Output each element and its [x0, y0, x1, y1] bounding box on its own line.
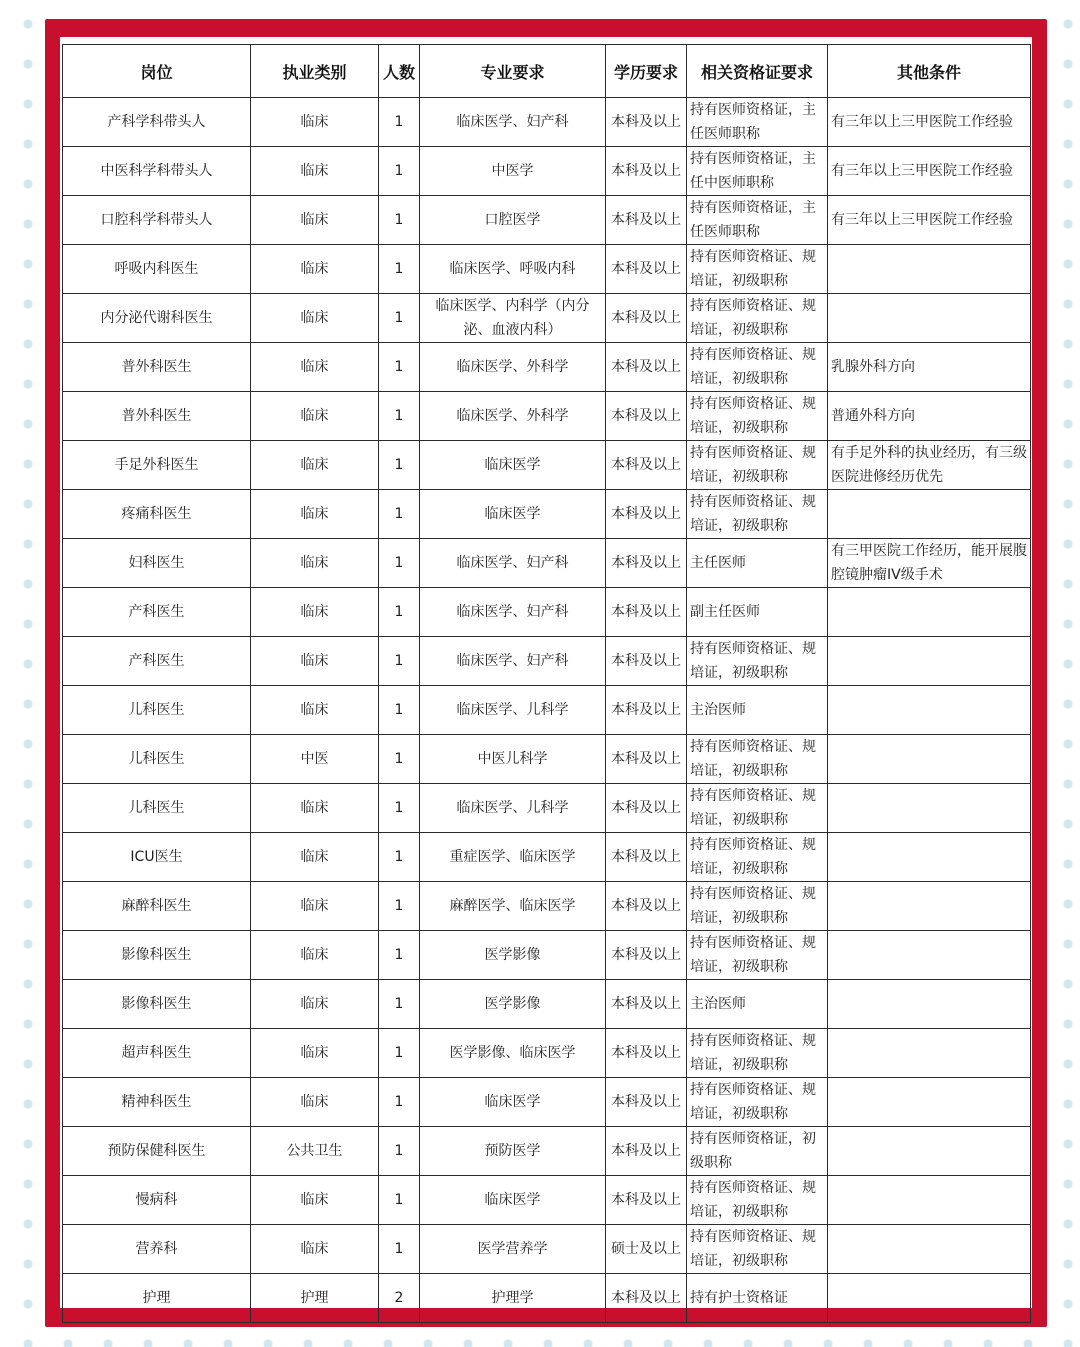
cell-education: 本科及以上: [606, 833, 687, 882]
cell-qualification: 持有医师资格证、规培证，初级职称: [687, 294, 828, 343]
cell-education: 本科及以上: [606, 1078, 687, 1127]
cell-major: 医学影像: [420, 980, 606, 1029]
cell-count: 1: [379, 784, 420, 833]
cell-other: [828, 1274, 1031, 1323]
cell-post: 手足外科医生: [63, 441, 251, 490]
cell-count: 1: [379, 539, 420, 588]
cell-major: 临床医学、呼吸内科: [420, 245, 606, 294]
cell-qualification: 主治医师: [687, 686, 828, 735]
cell-qualification: 持有医师资格证、规培证，初级职称: [687, 735, 828, 784]
cell-category: 临床: [251, 245, 379, 294]
cell-qualification: 副主任医师: [687, 588, 828, 637]
cell-count: 1: [379, 147, 420, 196]
table-row: [63, 294, 1031, 343]
cell-category: 中医: [251, 735, 379, 784]
cell-post: 影像科医生: [63, 980, 251, 1029]
cell-other: [828, 833, 1031, 882]
cell-qualification: 持有医师资格证、规培证，初级职称: [687, 1176, 828, 1225]
cell-count: 1: [379, 686, 420, 735]
table-row: [63, 1176, 1031, 1225]
cell-education: 本科及以上: [606, 784, 687, 833]
cell-category: 临床: [251, 294, 379, 343]
cell-post: 营养科: [63, 1225, 251, 1274]
cell-major: 临床医学: [420, 1078, 606, 1127]
cell-education: 本科及以上: [606, 1127, 687, 1176]
cell-category: 临床: [251, 392, 379, 441]
cell-post: 呼吸内科医生: [63, 245, 251, 294]
cell-other: [828, 1127, 1031, 1176]
cell-other: 有三年以上三甲医院工作经验: [828, 196, 1031, 245]
cell-category: 临床: [251, 882, 379, 931]
cell-major: 临床医学: [420, 1176, 606, 1225]
cell-qualification: 持有医师资格证、规培证，初级职称: [687, 245, 828, 294]
red-border-frame: [45, 19, 1047, 1327]
cell-category: 临床: [251, 147, 379, 196]
cell-count: 1: [379, 1176, 420, 1225]
cell-major: 临床医学、妇产科: [420, 539, 606, 588]
cell-count: 1: [379, 637, 420, 686]
cell-education: 本科及以上: [606, 441, 687, 490]
cell-education: 本科及以上: [606, 490, 687, 539]
cell-major: 临床医学: [420, 490, 606, 539]
cell-category: 临床: [251, 637, 379, 686]
cell-major: 中医儿科学: [420, 735, 606, 784]
cell-post: 普外科医生: [63, 392, 251, 441]
header-row: [63, 45, 1031, 98]
cell-education: 本科及以上: [606, 1029, 687, 1078]
cell-qualification: 持有医师资格证、规培证，初级职称: [687, 490, 828, 539]
recruitment-table: [62, 44, 1031, 1323]
table-row: [63, 245, 1031, 294]
cell-qualification: 持有医师资格证，主任医师职称: [687, 196, 828, 245]
cell-qualification: 主治医师: [687, 980, 828, 1029]
cell-education: 本科及以上: [606, 588, 687, 637]
table-row: [63, 882, 1031, 931]
cell-post: 儿科医生: [63, 686, 251, 735]
cell-category: 临床: [251, 1029, 379, 1078]
cell-post: 精神科医生: [63, 1078, 251, 1127]
cell-count: 1: [379, 833, 420, 882]
cell-post: 儿科医生: [63, 735, 251, 784]
table-body: [63, 98, 1031, 1323]
cell-category: 临床: [251, 588, 379, 637]
table-row: [63, 1029, 1031, 1078]
cell-education: 硕士及以上: [606, 1225, 687, 1274]
cell-category: 临床: [251, 686, 379, 735]
header-count: 人数: [379, 45, 420, 98]
cell-major: 临床医学: [420, 441, 606, 490]
cell-major: 医学影像: [420, 931, 606, 980]
cell-education: 本科及以上: [606, 1274, 687, 1323]
cell-qualification: 持有医师资格证、规培证，初级职称: [687, 882, 828, 931]
table-row: [63, 539, 1031, 588]
cell-major: 临床医学、外科学: [420, 392, 606, 441]
cell-education: 本科及以上: [606, 196, 687, 245]
cell-education: 本科及以上: [606, 294, 687, 343]
cell-category: 临床: [251, 833, 379, 882]
header-qualification: 相关资格证要求: [687, 45, 828, 98]
cell-education: 本科及以上: [606, 686, 687, 735]
cell-count: 1: [379, 882, 420, 931]
cell-post: ICU医生: [63, 833, 251, 882]
cell-qualification: 持有医师资格证，主任中医师职称: [687, 147, 828, 196]
table-row: [63, 980, 1031, 1029]
cell-count: 1: [379, 980, 420, 1029]
cell-post: 产科医生: [63, 637, 251, 686]
cell-major: 口腔医学: [420, 196, 606, 245]
cell-post: 产科医生: [63, 588, 251, 637]
cell-education: 本科及以上: [606, 931, 687, 980]
cell-count: 1: [379, 98, 420, 147]
cell-qualification: 持有护士资格证: [687, 1274, 828, 1323]
cell-post: 超声科医生: [63, 1029, 251, 1078]
cell-post: 影像科医生: [63, 931, 251, 980]
cell-other: [828, 294, 1031, 343]
cell-count: 1: [379, 196, 420, 245]
table-row: [63, 1225, 1031, 1274]
cell-education: 本科及以上: [606, 147, 687, 196]
cell-major: 临床医学、妇产科: [420, 637, 606, 686]
cell-post: 产科学科带头人: [63, 98, 251, 147]
cell-major: 医学营养学: [420, 1225, 606, 1274]
cell-category: 临床: [251, 1176, 379, 1225]
table-row: [63, 490, 1031, 539]
cell-major: 临床医学、儿科学: [420, 686, 606, 735]
cell-qualification: 持有医师资格证、规培证，初级职称: [687, 637, 828, 686]
cell-other: [828, 784, 1031, 833]
cell-qualification: 持有医师资格证、规培证，初级职称: [687, 784, 828, 833]
cell-category: 临床: [251, 441, 379, 490]
cell-qualification: 持有医师资格证、规培证，初级职称: [687, 1078, 828, 1127]
cell-count: 1: [379, 245, 420, 294]
cell-qualification: 持有医师资格证、规培证，初级职称: [687, 1225, 828, 1274]
cell-other: 普通外科方向: [828, 392, 1031, 441]
cell-education: 本科及以上: [606, 882, 687, 931]
cell-qualification: 持有医师资格证，主任医师职称: [687, 98, 828, 147]
table-row: [63, 147, 1031, 196]
table-row: [63, 343, 1031, 392]
table-row: [63, 441, 1031, 490]
cell-post: 儿科医生: [63, 784, 251, 833]
cell-education: 本科及以上: [606, 637, 687, 686]
table-sheet: [60, 37, 1032, 1308]
cell-other: [828, 931, 1031, 980]
cell-count: 1: [379, 588, 420, 637]
cell-count: 1: [379, 931, 420, 980]
cell-education: 本科及以上: [606, 1176, 687, 1225]
table-row: [63, 735, 1031, 784]
header-category: 执业类别: [251, 45, 379, 98]
cell-count: 1: [379, 490, 420, 539]
cell-major: 临床医学、儿科学: [420, 784, 606, 833]
cell-category: 临床: [251, 98, 379, 147]
cell-major: 临床医学、妇产科: [420, 588, 606, 637]
table-row: [63, 784, 1031, 833]
cell-post: 慢病科: [63, 1176, 251, 1225]
cell-category: 临床: [251, 784, 379, 833]
cell-other: [828, 980, 1031, 1029]
cell-other: [828, 490, 1031, 539]
table-row: [63, 196, 1031, 245]
cell-education: 本科及以上: [606, 980, 687, 1029]
cell-qualification: 持有医师资格证、规培证，初级职称: [687, 931, 828, 980]
cell-count: 1: [379, 343, 420, 392]
cell-major: 麻醉医学、临床医学: [420, 882, 606, 931]
cell-other: 乳腺外科方向: [828, 343, 1031, 392]
cell-post: 护理: [63, 1274, 251, 1323]
cell-major: 预防医学: [420, 1127, 606, 1176]
cell-other: 有三甲医院工作经历，能开展腹腔镜肿瘤IV级手术: [828, 539, 1031, 588]
table-row: [63, 637, 1031, 686]
cell-count: 1: [379, 441, 420, 490]
cell-category: 临床: [251, 539, 379, 588]
cell-education: 本科及以上: [606, 98, 687, 147]
table-row: [63, 1274, 1031, 1323]
header-major: 专业要求: [420, 45, 606, 98]
cell-category: 临床: [251, 931, 379, 980]
cell-other: [828, 735, 1031, 784]
cell-category: 临床: [251, 1078, 379, 1127]
cell-other: [828, 882, 1031, 931]
cell-other: [828, 1078, 1031, 1127]
cell-category: 护理: [251, 1274, 379, 1323]
cell-category: 临床: [251, 343, 379, 392]
header-post: 岗位: [63, 45, 251, 98]
cell-post: 麻醉科医生: [63, 882, 251, 931]
cell-other: [828, 1176, 1031, 1225]
cell-category: 公共卫生: [251, 1127, 379, 1176]
cell-major: 重症医学、临床医学: [420, 833, 606, 882]
cell-qualification: 持有医师资格证、规培证，初级职称: [687, 441, 828, 490]
cell-other: 有三年以上三甲医院工作经验: [828, 147, 1031, 196]
header-education: 学历要求: [606, 45, 687, 98]
table-row: [63, 1078, 1031, 1127]
cell-major: 医学影像、临床医学: [420, 1029, 606, 1078]
cell-count: 1: [379, 1225, 420, 1274]
cell-qualification: 主任医师: [687, 539, 828, 588]
cell-education: 本科及以上: [606, 343, 687, 392]
table-row: [63, 1127, 1031, 1176]
cell-count: 1: [379, 735, 420, 784]
cell-other: [828, 637, 1031, 686]
cell-category: 临床: [251, 980, 379, 1029]
cell-count: 1: [379, 1127, 420, 1176]
cell-category: 临床: [251, 1225, 379, 1274]
cell-category: 临床: [251, 490, 379, 539]
cell-qualification: 持有医师资格证、规培证，初级职称: [687, 343, 828, 392]
cell-major: 临床医学、外科学: [420, 343, 606, 392]
cell-other: [828, 245, 1031, 294]
cell-qualification: 持有医师资格证、规培证，初级职称: [687, 833, 828, 882]
cell-qualification: 持有医师资格证、规培证，初级职称: [687, 392, 828, 441]
cell-category: 临床: [251, 196, 379, 245]
cell-education: 本科及以上: [606, 735, 687, 784]
cell-other: 有手足外科的执业经历，有三级医院进修经历优先: [828, 441, 1031, 490]
cell-count: 1: [379, 392, 420, 441]
cell-other: [828, 1029, 1031, 1078]
cell-qualification: 持有医师资格证、规培证，初级职称: [687, 1029, 828, 1078]
cell-post: 口腔科学科带头人: [63, 196, 251, 245]
table-row: [63, 931, 1031, 980]
table-row: [63, 686, 1031, 735]
cell-qualification: 持有医师资格证，初级职称: [687, 1127, 828, 1176]
cell-other: [828, 1225, 1031, 1274]
cell-major: 中医学: [420, 147, 606, 196]
cell-count: 1: [379, 1029, 420, 1078]
cell-other: 有三年以上三甲医院工作经验: [828, 98, 1031, 147]
cell-post: 普外科医生: [63, 343, 251, 392]
table-row: [63, 588, 1031, 637]
cell-post: 中医科学科带头人: [63, 147, 251, 196]
cell-count: 2: [379, 1274, 420, 1323]
table-row: [63, 392, 1031, 441]
cell-education: 本科及以上: [606, 392, 687, 441]
cell-post: 疼痛科医生: [63, 490, 251, 539]
cell-education: 本科及以上: [606, 539, 687, 588]
cell-other: [828, 686, 1031, 735]
table-row: [63, 833, 1031, 882]
cell-other: [828, 588, 1031, 637]
cell-post: 预防保健科医生: [63, 1127, 251, 1176]
header-other: 其他条件: [828, 45, 1031, 98]
cell-post: 内分泌代谢科医生: [63, 294, 251, 343]
table-row: [63, 98, 1031, 147]
cell-count: 1: [379, 294, 420, 343]
cell-major: 临床医学、内科学（内分泌、血液内科）: [420, 294, 606, 343]
cell-major: 临床医学、妇产科: [420, 98, 606, 147]
cell-major: 护理学: [420, 1274, 606, 1323]
cell-education: 本科及以上: [606, 245, 687, 294]
cell-post: 妇科医生: [63, 539, 251, 588]
cell-count: 1: [379, 1078, 420, 1127]
